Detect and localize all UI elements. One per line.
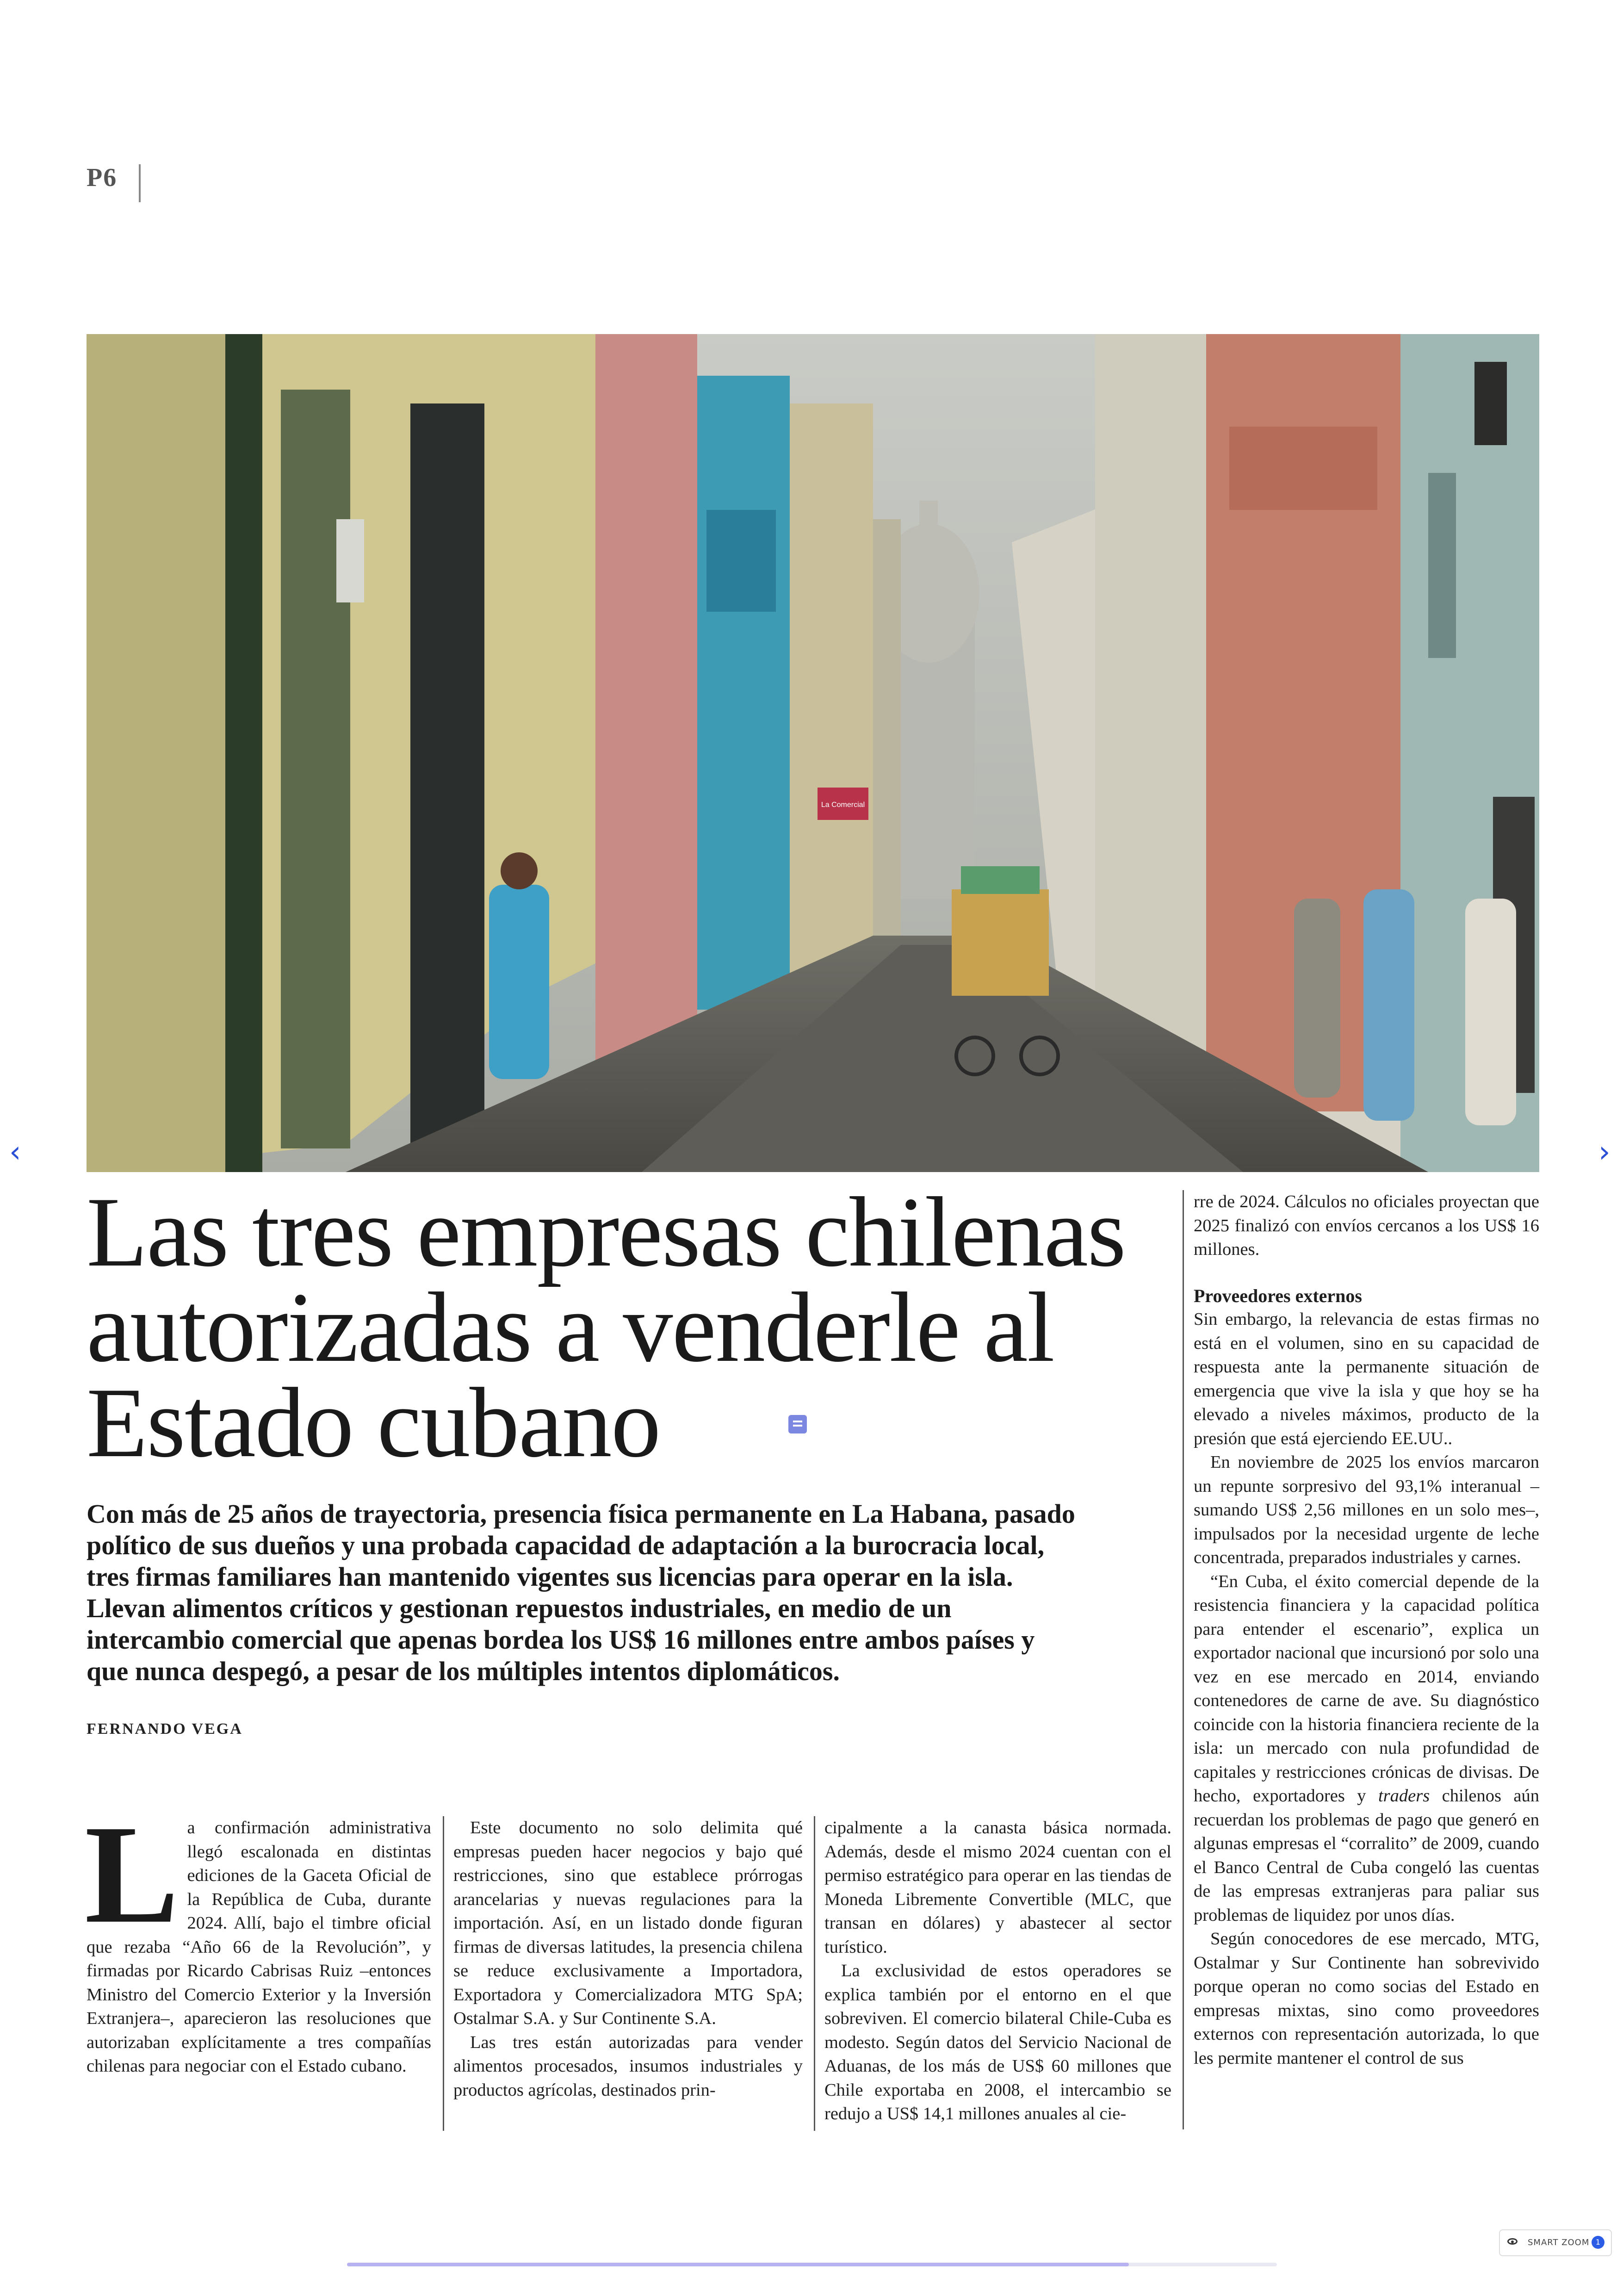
page-number-divider	[139, 164, 141, 202]
body-paragraph: cipalmente a la canasta básica normada. Además, desde el mismo 2024 cuentan con el permiso estratégico para operar en las tiendas de Moneda Libremente Convertible (MLC, que transan en dólares) y abastecer al sector turístico.	[824, 1818, 1171, 1957]
body-paragraph: rre de 2024. Cálculos no oficiales proyectan que 2025 finalizó con envíos cercanos a los US$ 16 millones.	[1194, 1192, 1539, 1259]
shop-sign-text: La Comercial	[821, 801, 865, 809]
body-paragraph: Sin embargo, la relevancia de estas firmas no está en el volumen, sino en su capacidad de respuesta ante la permanente situación de emergencia que vive la isla y que hoy se ha elevado a niveles máximos, producto de la presión que está ejerciendo EE.UU..	[1194, 1309, 1539, 1448]
page-number: P6	[87, 163, 118, 192]
section-subhead: Proveedores externos	[1194, 1285, 1362, 1306]
smart-zoom-count-badge: 1	[1592, 2236, 1604, 2249]
drop-cap: L	[85, 1796, 179, 1952]
eye-icon	[1507, 2238, 1518, 2245]
body-column-3	[824, 1816, 1171, 2131]
horizontal-scrollbar[interactable]	[347, 2263, 1277, 2266]
body-paragraph: Las tres están autorizadas para vender alimentos procesados, insumos industriales y productos agrícolas, destinados prin-	[453, 2032, 803, 2100]
chevron-left-icon[interactable]: ‹	[9, 1135, 21, 1169]
body-paragraph: Este documento no solo delimita qué empresas pueden hacer negocios y bajo qué restricciones, sino que establece prórrogas arancelarias y nuevas regulaciones para la importación. Así, en un listado donde figuran firmas de diversas latitudes, la presencia chilena se reduce exclusivamente a Importadora, Exportadora y Comercializadora MTG SpA; Ostalmar S.A. y Sur Continente S.A.	[453, 1818, 803, 2028]
comment-icon[interactable]	[788, 1415, 807, 1433]
body-column-2	[453, 1816, 803, 2131]
headline: Las tres empresas chilenas autorizadas a venderle al Estado cubano	[87, 1177, 1126, 1478]
body-paragraph: En noviembre de 2025 los envíos marcaron un repunte sorpresivo del 93,1% interanual –sumando US$ 2,56 millones en un solo mes–, impulsados por la necesidad urgente de leche concentrada, preparados industriales y carnes.	[1194, 1452, 1539, 1567]
body-column-1	[85, 1796, 431, 2131]
body-column-4	[1194, 1190, 1539, 2129]
body-text-italic: traders	[1378, 1786, 1430, 1806]
body-text: chilenos aún recuerdan los problemas de pago que generó en algunas empresas el “corralito” de 2009, cuando el Banco Central de Cuba congeló las cuentas de las empresas extranjeras para paliar sus problemas de liquidez por unos días.	[1194, 1786, 1540, 1925]
smart-zoom-label: SMART ZOOM	[1528, 2238, 1590, 2247]
body-paragraph: a confirmación administrativa llegó escalonada en distintas ediciones de la Gaceta Oficial de la República de Cuba, durante 2024. Allí, bajo el timbre oficial que rezaba “Año 66 de la Revolución”, y firmadas por Ricardo Cabrisas Ruiz –entonces Ministro del Comercio Exterior y la Inversión Extranjera–, aparecieron las resoluciones que autorizaban explícitamente a tres compañías chilenas para negociar con el Estado cubano.	[87, 1818, 431, 2076]
body-paragraph: Según conocedores de ese mercado, MTG, Ostalmar y Sur Continente han sobrevivido porque operan no como socias del Estado en empresas mixtas, sino como proveedores externos con representación autorizada, lo que les permite mantener el control de sus	[1194, 1929, 1539, 2068]
lead-paragraph: Con más de 25 años de trayectoria, presencia física permanente en La Habana, pasado político de sus dueños y una probada capacidad de adaptación a la burocracia local, tres firmas familiares han mantenido vigentes sus licencias para operar en la isla. Llevan alimentos críticos y gestionan repuestos industriales, en medio de un intercambio comercial que apenas bordea los US$ 16 millones entre ambos países y que nunca despegó, a pesar de los múltiples intentos diplomáticos.	[87, 1499, 1075, 1686]
body-paragraph: La exclusividad de estos operadores se explica también por el entorno en el que sobreviven. El comercio bilateral Chile-Cuba es modesto. Según datos del Servicio Nacional de Aduanas, de los más de US$ 60 millones que Chile exportaba en 2008, el intercambio se redujo a US$ 14,1 millones anuales al cie-	[824, 1961, 1171, 2123]
street-photo-illustration	[87, 334, 1539, 1172]
chevron-right-icon[interactable]: ›	[1598, 1135, 1611, 1169]
street-photo	[87, 334, 1539, 1172]
column-divider	[814, 1816, 815, 2131]
column-divider	[443, 1816, 444, 2131]
byline: FERNANDO VEGA	[87, 1720, 243, 1738]
body-text: “En Cuba, el éxito comercial depende de la resistencia financiera y la capacidad política para entender el escenario”, explica un exportador nacional que incursionó por solo una vez en ese mercado en 2014, enviando contenedores de carne de ave. Su diagnóstico coincide con la historia financiera reciente de la isla: un mercado con nula profundidad de capitales y restricciones crónicas de divisas. De hecho, exportadores y	[1194, 1571, 1539, 1806]
column-divider	[1183, 1190, 1184, 2129]
body-paragraph	[1194, 1570, 1539, 1928]
smart-zoom-button[interactable]	[1499, 2229, 1612, 2256]
scrollbar-thumb[interactable]	[347, 2263, 1129, 2266]
